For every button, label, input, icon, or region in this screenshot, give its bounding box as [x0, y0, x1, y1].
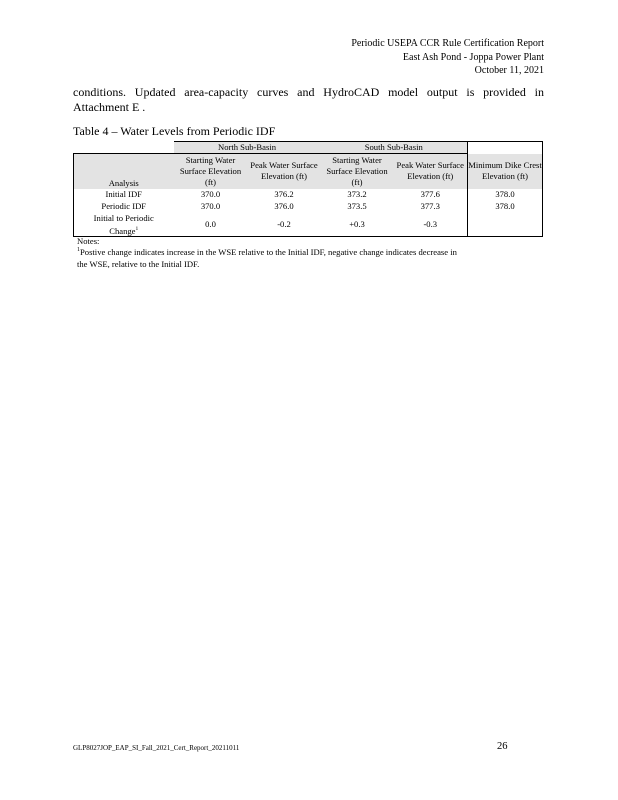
- row-label-text: Initial to Periodic Change: [93, 212, 154, 236]
- cell-min-dike-crest: 378.0: [468, 201, 543, 213]
- cell-north-peak: -0.2: [248, 213, 321, 237]
- table-row: [74, 213, 543, 237]
- cell-north-starting: 370.0: [200, 201, 221, 211]
- col-header-north-peak: Peak Water Surface Elevation (ft): [248, 154, 321, 189]
- cell-north-peak: 376.0: [274, 201, 294, 211]
- table-corner-cell: [74, 142, 174, 154]
- table-row: [74, 201, 543, 213]
- dike-header-top: [468, 142, 543, 154]
- notes-title: Notes:: [77, 236, 100, 246]
- header-report-title: Periodic USEPA CCR Rule Certification Report: [351, 38, 544, 49]
- row-label: [74, 213, 174, 237]
- note-text: Postive change indicates increase in the WSE relative to the Initial IDF, negative change indicates decrease in the WSE, relative to the Initial IDF.: [77, 247, 457, 269]
- table-notes: [77, 236, 457, 270]
- cell-south-peak: 377.3: [420, 201, 440, 211]
- cell-north-starting: 370.0: [200, 189, 221, 199]
- row-label: Initial IDF: [74, 189, 174, 201]
- col-header-north-starting: Starting Water Surface Elevation (ft): [174, 154, 248, 189]
- cell-south-starting: 373.5: [347, 201, 367, 211]
- cell-south-peak: 377.6: [420, 189, 440, 199]
- group-header-north: North Sub-Basin: [174, 142, 321, 154]
- group-header-south: South Sub-Basin: [321, 142, 468, 154]
- page-header: [351, 37, 544, 78]
- footer-page-number: 26: [497, 741, 508, 752]
- cell-south-starting: +0.3: [321, 213, 394, 237]
- cell-south-peak: -0.3: [394, 213, 468, 237]
- footnote-marker: 1: [135, 225, 139, 232]
- note-1: [77, 247, 457, 270]
- header-site-name: East Ash Pond - Joppa Power Plant: [402, 51, 544, 63]
- col-header-min-dike-crest: Minimum Dike Crest Elevation (ft): [468, 154, 543, 189]
- cell-min-dike-crest: 378.0: [468, 189, 543, 201]
- col-header-south-peak: Peak Water Surface Elevation (ft): [394, 154, 468, 189]
- table-row: [74, 189, 543, 201]
- col-header-south-starting: Starting Water Surface Elevation (ft): [321, 154, 394, 189]
- col-header-analysis: Analysis: [74, 154, 174, 189]
- body-paragraph: conditions. Updated area-capacity curves and HydroCAD model output is provided in Attachment E .: [73, 85, 544, 114]
- cell-min-dike-crest: [468, 213, 543, 237]
- row-label: Periodic IDF: [74, 201, 174, 213]
- cell-south-starting: 373.2: [347, 189, 367, 199]
- cell-north-starting: 0.0: [174, 213, 248, 237]
- footer-doc-id: GLP8027JOP_EAP_SI_Fall_2021_Cert_Report_20211011: [73, 744, 240, 752]
- note-marker: 1: [77, 247, 80, 254]
- cell-north-peak: 376.2: [274, 189, 294, 199]
- header-date: October 11, 2021: [474, 65, 544, 76]
- table-caption: Table 4 – Water Levels from Periodic IDF: [73, 124, 276, 138]
- water-levels-table: [73, 141, 543, 237]
